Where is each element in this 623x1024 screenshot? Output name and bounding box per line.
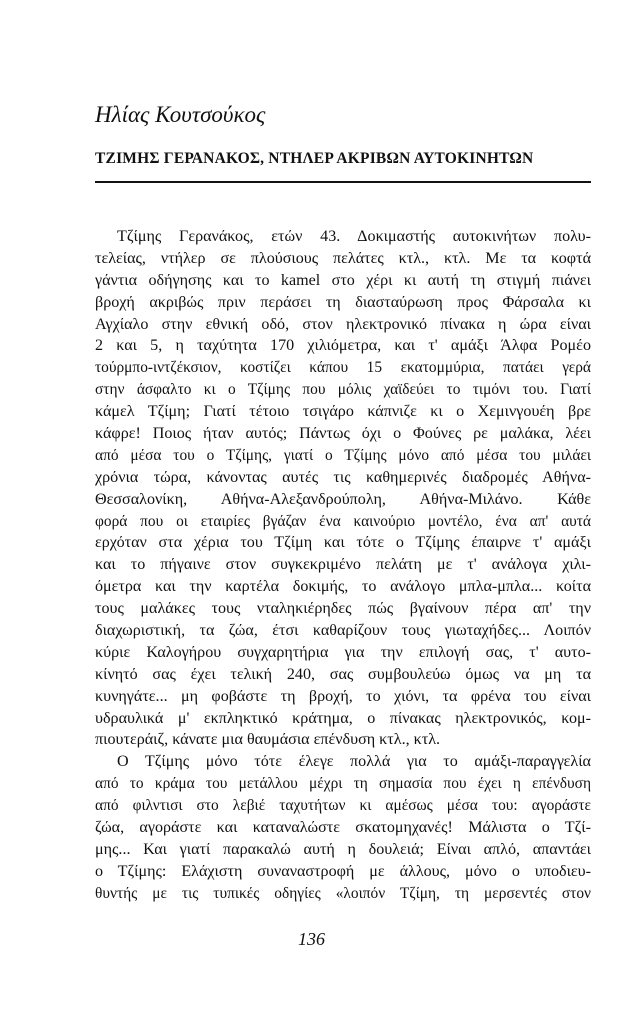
text-line: κάμελ Τζίμη; Γιατί τέτοιο τσιγάρο κάπνιζε κι ο Χεμινγουέη βρε [95,403,591,421]
text-line: από μέσα του ο Τζίμης, γιατί ο Τζίμης μόνο από μέσα του μιλάει [95,446,591,464]
text-line: υδραυλικά μ' εκπληκτικό κράτημα, ο πίνακας ηλεκτρονικός, κομ- [95,709,591,727]
author-name: Ηλίας Κουτσούκος [95,102,266,127]
text-line: ερχόταν στα χέρια του Τζίμη και τότε ο Τζίμης έπαιρνε τ' αμάξι [95,534,591,552]
text-line: φορά που οι εταιρίες βγάζαν ένα καινούριο μοντέλο, ένα απ' αυτά [95,512,591,530]
text-line: κυνηγάτε... μη φοβάστε τη βροχή, το χιόνι, τα φρένα του είναι [95,687,591,705]
text-line: τούρμπο-ιντζέκσιον, κοστίζει κάπου 15 εκατομμύρια, πατάει γερά [95,359,591,377]
text-line: διαχωριστική, τα ζώα, έτσι καθαρίζουν τους γιωταχήδες... Λοιπόν [95,622,591,640]
text-line: Θεσσαλονίκη, Αθήνα-Αλεξανδρούπολη, Αθήνα-Μιλάνο. Κάθε [95,490,591,508]
text-line: κύριε Καλογήρου συγχαρητήρια για την επιλογή σας, τ' αυτο- [95,643,591,661]
text-line: πιουτεράιζ, κάνατε μια θαυμάσια επένδυση κτλ., κτλ. [95,731,441,749]
body-text [95,226,591,905]
text-line: χρόνια τώρα, κάνοντας αυτές τις καθημερινές διαδρομές Αθήνα- [95,468,591,486]
text-line: κάφρε! Ποιος ήταν αυτός; Πάντως όχι ο Φούνες ρε μαλάκα, λέει [95,425,591,443]
text-line: γάντια οδήγησης και το kamel στο χέρι κι αυτή τη στιγμή πιάνει [95,271,591,289]
text-line: τους μαλάκες τους νταληκιέρηδες πώς βγαίνουν πέρα απ' την [95,600,591,618]
title-rule [95,181,591,183]
text-line: ζώα, αγοράστε και καταναλώστε σκατομηχανές! Μάλιστα ο Τζί- [95,819,591,837]
text-line: και το πήγαινε στον συγκεκριμένο πελάτη με τ' ανάλογα χιλι- [95,556,591,574]
text-line: στην άσφαλτο κι ο Τζίμης που μόλις χαϊδεύει το τιμόνι του. Γιατί [95,381,591,399]
text-line: θυντής με τις τυπικές οδηγίες «λοιπόν Τζίμη, τη μερσεντές στον [95,884,591,902]
chapter-title: ΤΖΙΜΗΣ ΓΕΡΑΝΑΚΟΣ, ΝΤΗΛΕΡ ΑΚΡΙΒΩΝ ΑΥΤΟΚΙΝΗΤΩΝ [95,150,534,167]
text-line: τελείας, ντήλερ σε πλούσιους πελάτες κτλ., κτλ. Με τα κοφτά [95,249,591,267]
text-line: μης... Και γιατί παρακαλώ αυτή η δουλειά; Είναι απλό, απαντάει [95,840,591,858]
text-line: ο Τζίμης: Ελάχιστη συναναστροφή με άλλους, μόνο ο υποδιευ- [95,862,591,880]
text-line: κίνητό σας έχει τελική 240, σας συμβουλεύω όμως να μη τα [95,665,591,683]
text-line: από φιλντισι στο λεβιέ ταχυτήτων κι αμέσως μέσα του: αγοράστε [95,797,591,815]
text-line: από το κράμα του μετάλλου μέχρι τη σημασία που έχει η επένδυση [95,775,591,793]
text-line: όμετρα και την καρτέλα δοκιμής, το ανάλογο μπλα-μπλα... κοίτα [95,578,591,596]
text-line: Αγχίαλο στην εθνική οδό, στον ηλεκτρονικό πίνακα η ώρα είναι [95,315,591,333]
text-line: 2 και 5, η ταχύτητα 170 χιλιόμετρα, και τ' αμάξι Άλφα Ρομέο [95,337,591,355]
text-line: Ο Τζίμης μόνο τότε έλεγε πολλά για το αμάξι-παραγγελία [117,753,591,771]
text-line: βροχή ακριβώς πριν περάσει τη διασταύρωση προς Φάρσαλα κι [95,293,591,311]
text-line: Τζίμης Γερανάκος, ετών 43. Δοκιμαστής αυτοκινήτων πολυ- [117,228,591,245]
page-number: 136 [298,929,325,949]
